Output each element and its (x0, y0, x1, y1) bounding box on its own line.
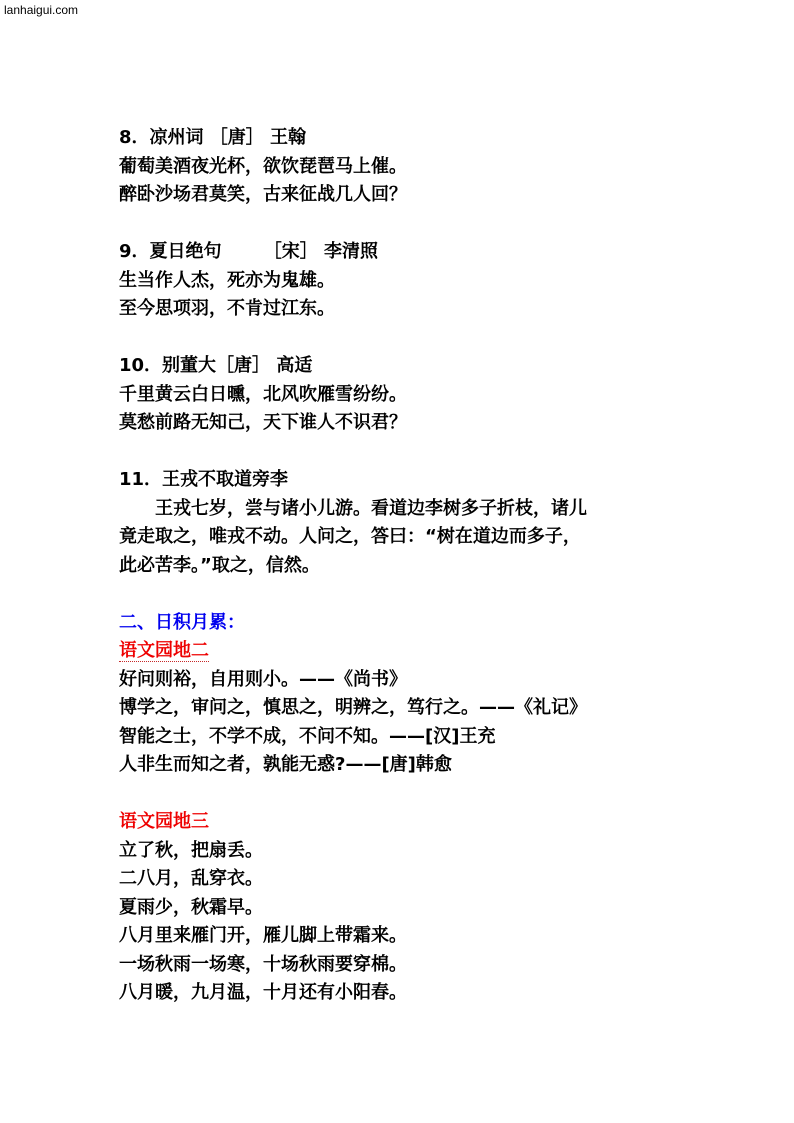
section-accumulation (119, 609, 699, 1008)
proverb-line: 立了秋，把扇丢。 (119, 839, 263, 861)
proverb-line: 一场秋雨一场寒，十场秋雨要穿棉。 (119, 953, 407, 975)
garden-2-title-text: 语文园地二 (119, 640, 209, 661)
spacer (119, 438, 699, 467)
poem-title: 8．凉州词 ［唐］ 王翰 (119, 127, 307, 148)
poem-line: 醉卧沙场君莫笑，古来征战几人回？ (119, 184, 407, 205)
proverb-line: 八月暖，九月温，十月还有小阳春。 (119, 982, 407, 1003)
story-title: 11．王戎不取道旁李 (119, 469, 289, 490)
quote-line: 智能之士，不学不成，不问不知。——[汉]王充 (119, 725, 496, 747)
poem-line: 千里黄云白日曛，北风吹雁雪纷纷。 (119, 383, 407, 405)
spacer (119, 324, 699, 353)
poem-9 (119, 238, 699, 324)
spacer (119, 210, 699, 239)
story-11 (119, 466, 699, 580)
quote-line: 好问则裕，自用则小。——《尚书》 (119, 668, 407, 690)
poem-line: 生当作人杰，死亦为鬼雄。 (119, 269, 335, 291)
quote-line: 人非生而知之者，孰能无惑?——[唐]韩愈 (119, 754, 452, 775)
section-heading: 二、日积月累： (119, 611, 245, 633)
poem-line: 莫愁前路无知己，天下谁人不识君？ (119, 412, 407, 433)
poem-8 (119, 124, 699, 210)
quote-line: 博学之，审问之，慎思之，明辨之，笃行之。——《礼记》 (119, 697, 587, 718)
garden-3-title: 语文园地三 (119, 811, 209, 832)
story-line: 王戎七岁，尝与诸小儿游。看道边李树多子折枝，诸儿 (155, 497, 587, 519)
document-body (119, 124, 699, 1008)
spacer (119, 780, 699, 809)
poem-title: 9．夏日绝句 ［宋］ 李清照 (119, 241, 379, 262)
proverb-line: 八月里来雁门开，雁儿脚上带霜来。 (119, 925, 407, 946)
poem-line: 葡萄美酒夜光杯，欲饮琵琶马上催。 (119, 155, 407, 177)
garden-2-title (119, 637, 699, 666)
proverb-line: 夏雨少，秋霜早。 (119, 896, 263, 918)
poem-10 (119, 352, 699, 438)
story-line: 竟走取之，唯戎不动。人问之，答曰：“树在道边而多子， (119, 526, 581, 547)
spacer (119, 580, 699, 609)
poem-line: 至今思项羽，不肯过江东。 (119, 298, 335, 319)
proverb-line: 二八月，乱穿衣。 (119, 868, 263, 889)
story-line: 此必苦李。”取之，信然。 (119, 554, 320, 576)
site-watermark: lanhaigui.com (4, 3, 79, 17)
poem-title: 10．别董大［唐］ 高适 (119, 355, 313, 376)
